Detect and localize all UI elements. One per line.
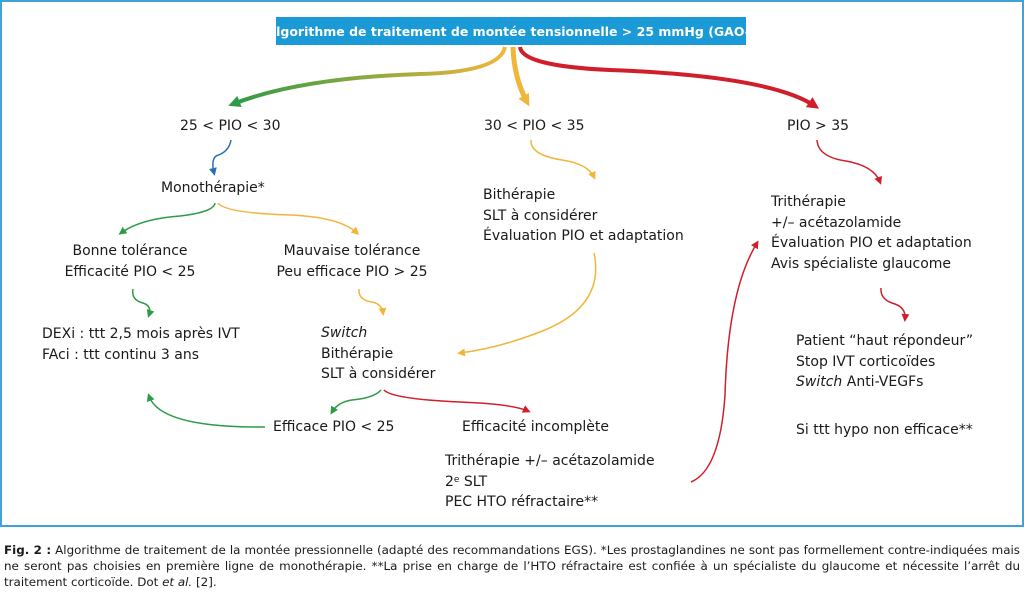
tritherapie-line2: +/– acétazolamide bbox=[771, 214, 902, 231]
arrow-to-incomplete bbox=[384, 390, 528, 411]
caption-etal: et al. bbox=[162, 575, 193, 590]
mauvaise-tolerance-line2: Peu efficace PIO > 25 bbox=[276, 263, 428, 280]
node-pio-30-35: 30 < PIO < 35 bbox=[484, 118, 585, 134]
arrow-tri2-to-tritherapie bbox=[691, 243, 757, 482]
arrow-to-bitherapie bbox=[531, 140, 594, 177]
dexi-line2: FAci : ttt continu 3 ans bbox=[42, 346, 200, 363]
node-tritherapie bbox=[771, 192, 972, 274]
bonne-tolerance-line2: Efficacité PIO < 25 bbox=[64, 263, 196, 280]
dexi-line1: DEXi : ttt 2,5 mois après IVT bbox=[42, 326, 240, 342]
tri2-line3: PEC HTO réfractaire** bbox=[445, 494, 599, 510]
node-bonne-tolerance bbox=[60, 241, 200, 282]
node-tritherapie-2 bbox=[445, 451, 655, 513]
patient-line3 bbox=[796, 372, 973, 393]
node-switch bbox=[321, 323, 435, 385]
arrow-to-tritherapie bbox=[817, 140, 880, 182]
tri2-line2-sup: e bbox=[453, 474, 460, 485]
caption-label: Fig. 2 : bbox=[4, 543, 52, 557]
node-pio-25-30: 25 < PIO < 30 bbox=[180, 118, 281, 134]
switch-line2: Bithérapie bbox=[321, 345, 394, 362]
arrow-efficace-to-dexi bbox=[149, 396, 265, 427]
arrow-to-mauvaise-tolerance bbox=[218, 203, 357, 233]
node-monotherapie: Monothérapie* bbox=[161, 180, 265, 196]
algorithm-title: Algorithme de traitement de montée tensionnelle > 25 mmHg (GAO-) bbox=[276, 17, 746, 45]
node-patient-haut-repondeur bbox=[796, 331, 973, 393]
switch-line3: SLT à considérer bbox=[321, 366, 436, 382]
patient-line3-italic: Switch bbox=[796, 374, 843, 390]
node-bitherapie bbox=[483, 185, 684, 247]
arrow-bitherapie-to-switch bbox=[460, 253, 596, 353]
node-mauvaise-tolerance bbox=[270, 241, 434, 282]
arrow-to-dexi bbox=[133, 289, 150, 315]
node-efficacite-incomplete: Efficacité incomplète bbox=[462, 419, 609, 435]
arrow-to-efficace bbox=[332, 390, 381, 412]
tritherapie-line4: Avis spécialiste glaucome bbox=[771, 255, 952, 272]
bonne-tolerance-line1: Bonne tolérance bbox=[72, 243, 188, 259]
bitherapie-line3: Évaluation PIO et adaptation bbox=[483, 228, 684, 244]
switch-line1: Switch bbox=[321, 325, 368, 341]
bitherapie-line1: Bithérapie bbox=[483, 187, 556, 203]
arrow-to-gt-35 bbox=[520, 47, 815, 106]
tritherapie-line3: Évaluation PIO et adaptation bbox=[771, 235, 972, 251]
tritherapie-line1: Trithérapie bbox=[771, 194, 846, 210]
caption-text: Algorithme de traitement de la montée pressionnelle (adapté des recommandations EGS). *Les prostaglandines ne sont pas formellement contre-indiquées mais ne seront pas choisies en première ligne de monothérapie. **La prise en charge de l’HTO réfractaire est confiée à un spécialiste du glaucome et nécessite l’arrêt du traitement corticoïde. Dot bbox=[4, 543, 1020, 590]
tri2-line1: Trithérapie +/– acétazolamide bbox=[445, 453, 655, 469]
mauvaise-tolerance-line1: Mauvaise tolérance bbox=[283, 243, 421, 259]
patient-line1: Patient “haut répondeur” bbox=[796, 333, 974, 349]
patient-line3-rest: Anti-VEGFs bbox=[842, 374, 924, 390]
figure-caption bbox=[4, 542, 1020, 591]
arrow-to-patient bbox=[881, 288, 905, 319]
tri2-line2-rest: SLT bbox=[459, 473, 488, 490]
tri2-line2 bbox=[445, 472, 655, 493]
arrow-to-bonne-tolerance bbox=[121, 203, 215, 233]
arrow-to-25-30 bbox=[233, 47, 505, 104]
tri2-line2-num: 2 bbox=[445, 473, 454, 490]
arrow-to-switch bbox=[359, 289, 383, 313]
node-efficace: Efficace PIO < 25 bbox=[273, 419, 395, 435]
caption-ref: [2]. bbox=[192, 575, 217, 590]
node-dexi bbox=[42, 324, 240, 365]
patient-line2: Stop IVT corticoïdes bbox=[796, 353, 936, 370]
node-si-ttt: Si ttt hypo non efficace** bbox=[796, 422, 973, 438]
arrow-to-monotherapie bbox=[213, 140, 231, 173]
bitherapie-line2: SLT à considérer bbox=[483, 207, 598, 224]
node-pio-gt-35: PIO > 35 bbox=[787, 118, 850, 134]
